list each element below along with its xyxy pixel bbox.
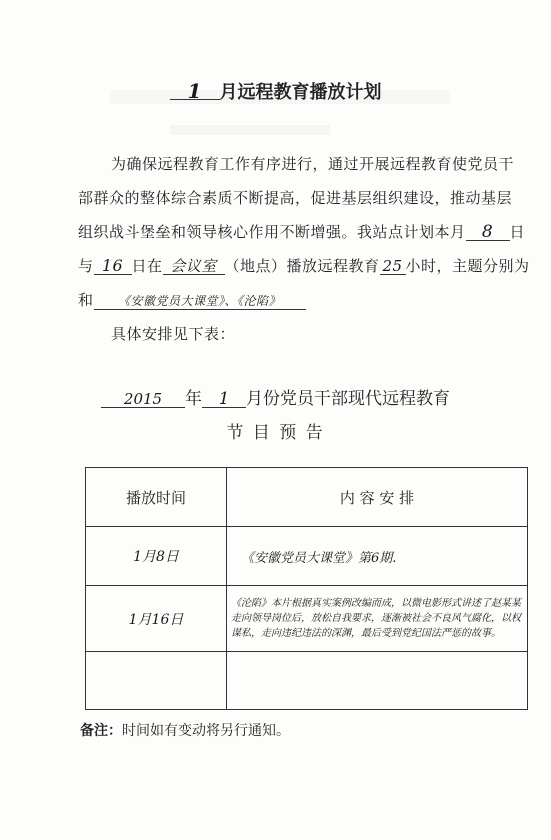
- table-row: [86, 586, 528, 652]
- place-field: 会议室: [163, 258, 225, 275]
- row-content: [227, 652, 528, 710]
- footnote-text: 时间如有变动将另行通知。: [122, 723, 290, 739]
- row-content: 《安徽党员大课堂》第6期.: [227, 527, 528, 586]
- table-row: [86, 652, 528, 710]
- hours-field: 25: [380, 258, 406, 275]
- paragraph-line: 组织战斗堡垒和领导核心作用不断增强。我站点计划本月 8 日: [78, 222, 526, 242]
- title-month: 1: [170, 83, 220, 100]
- topics-field: 《安徽党员大课堂》、《沦陷》: [94, 293, 306, 310]
- paragraph-line: 具体安排见下表：: [111, 325, 236, 343]
- paragraph-line: 与 16 日在 会议室 （地点）播放远程教育 25 小时，主题分别为: [78, 256, 530, 275]
- row-time: 1月16日: [86, 586, 227, 652]
- schedule-year: 2015: [101, 391, 185, 408]
- footnote-label: 备注：: [80, 723, 122, 739]
- row-time: 1月8日: [86, 527, 227, 586]
- schedule-month: 1: [202, 391, 246, 408]
- row-content: 《沦陷》本片根据真实案例改编而成，以微电影形式讲述了赵某某走向领导岗位后，放松自我要求，逐渐被社会不良风气腐化，以权谋私，走向违纪违法的深渊，最后受到党纪国法严惩的故事。: [227, 586, 528, 652]
- row-time: [86, 652, 227, 710]
- header-time: 播放时间: [86, 468, 227, 527]
- page-title: 1 月远程教育播放计划: [0, 78, 551, 104]
- paragraph-line: 为确保远程教育工作有序进行，通过开展远程教育使党员干: [111, 155, 515, 173]
- table-header-row: [86, 468, 528, 527]
- schedule-subtitle: 节 目 预 告: [226, 423, 325, 443]
- schedule-title: 2015 年 1 月份党员干部现代远程教育: [0, 384, 551, 409]
- header-content: 内 容 安 排: [227, 468, 528, 527]
- table-row: [86, 527, 528, 586]
- paragraph-line: 和 《安徽党员大课堂》、《沦陷》: [78, 289, 306, 310]
- schedule-table: [85, 467, 528, 710]
- footnote: [80, 720, 290, 740]
- day1-field: 8: [466, 224, 510, 241]
- paragraph-line: 部群众的整体综合素质不断提高，促进基层组织建设，推动基层: [78, 189, 513, 207]
- day2-field: 16: [94, 258, 132, 275]
- bleed-through-shadow: [170, 125, 330, 135]
